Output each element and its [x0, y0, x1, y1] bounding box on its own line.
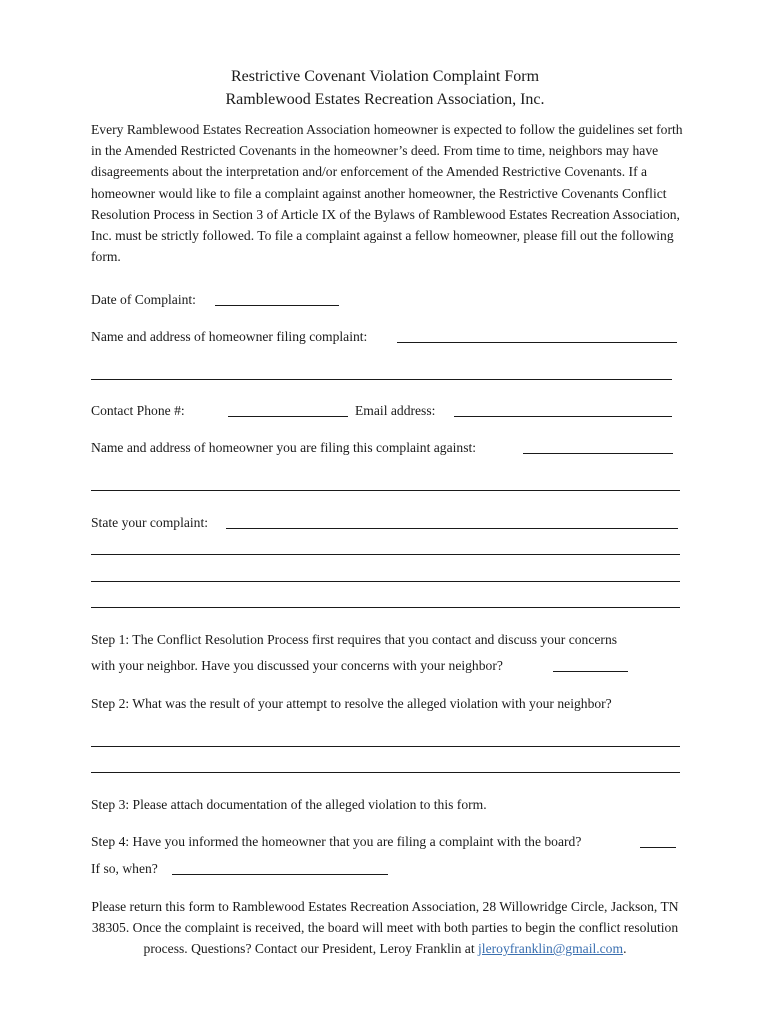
- filer-label: Name and address of homeowner filing complaint:: [91, 329, 368, 344]
- phone-field[interactable]: [228, 416, 348, 417]
- complaint-field-line-4[interactable]: [91, 607, 680, 608]
- step4-when-label: If so, when?: [91, 861, 158, 876]
- step1-text: Step 1: The Conflict Resolution Process first requires that you contact and discuss your concerns: [91, 632, 618, 647]
- intro-paragraph: Every Ramblewood Estates Recreation Association homeowner is expected to follow the guidelines set forth in the Amended Restricted Covenants in the homeowner’s deed. From time to time, neighbors may have disagreements about the interpretation and/or enforcement of the Amended Restrictive Covenants. If a homeowner would like to file a complaint against another homeowner, the Restrictive Covenants Conflict Resolution Process in Section 3 of Article IX of the Bylaws of Ramblewood Estates Recreation Association, Inc. must be strictly followed. To file a complaint against a fellow homeowner, please fill out the following form.: [91, 122, 683, 265]
- date-field[interactable]: [215, 305, 339, 306]
- complaint-field[interactable]: [226, 528, 678, 529]
- step2-answer-line-2[interactable]: [91, 772, 680, 773]
- form-subtitle: Ramblewood Estates Recreation Association, Inc.: [225, 91, 545, 108]
- step4-answer-field[interactable]: [640, 847, 676, 848]
- step4-when-field[interactable]: [172, 874, 388, 875]
- step1-answer-field[interactable]: [553, 671, 628, 672]
- email-label: Email address:: [355, 403, 436, 418]
- form-title: Restrictive Covenant Violation Complaint Form: [230, 68, 540, 85]
- phone-label: Contact Phone #:: [91, 403, 185, 418]
- footer-instructions: [86, 896, 684, 959]
- step4-text: Step 4: Have you informed the homeowner that you are filing a complaint with the board?: [91, 834, 582, 849]
- complaint-label: State your complaint:: [91, 515, 209, 530]
- against-field-line-2[interactable]: [91, 490, 680, 491]
- against-field[interactable]: [523, 453, 673, 454]
- date-label: Date of Complaint:: [91, 292, 196, 307]
- filer-field-line-2[interactable]: [91, 379, 672, 380]
- president-email-link[interactable]: jleroyfranklin@gmail.com: [478, 941, 624, 956]
- complaint-field-line-3[interactable]: [91, 581, 680, 582]
- footer-end: .: [623, 941, 627, 956]
- step1-question: with your neighbor. Have you discussed your concerns with your neighbor?: [91, 658, 503, 673]
- step3-text: Step 3: Please attach documentation of the alleged violation to this form.: [91, 797, 487, 812]
- against-label: Name and address of homeowner you are filing this complaint against:: [91, 440, 477, 455]
- step2-text: Step 2: What was the result of your attempt to resolve the alleged violation with your neighbor?: [91, 696, 612, 711]
- step2-answer-line-1[interactable]: [91, 746, 680, 747]
- footer-text: Please return this form to Ramblewood Estates Recreation Association, 28 Willowridge Circle, Jackson, TN 38305. Once the complaint is received, the board will meet with both parties to begin the conflict resolution process. Questions? Contact our President, Leroy Franklin at: [91, 899, 679, 956]
- complaint-field-line-2[interactable]: [91, 554, 680, 555]
- filer-field[interactable]: [397, 342, 677, 343]
- email-field[interactable]: [454, 416, 672, 417]
